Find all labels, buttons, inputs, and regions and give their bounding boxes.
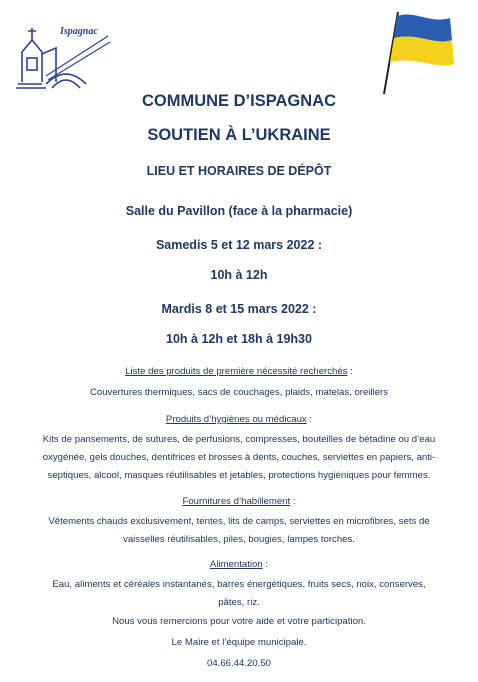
food-line-2: pâtes, riz.	[218, 597, 260, 608]
hygiene-line-2: oxygénée, gels douches, dentifrices et brosses à dents, couches, serviettes en papiers, anti-	[42, 452, 436, 463]
clothing-line-2: vaisselles réutilisables, piles, bougies, lampes torches.	[123, 534, 355, 545]
colon: :	[290, 496, 296, 507]
food-heading-row	[0, 559, 478, 570]
tuesdays-dates: Mardis 8 et 15 mars 2022 :	[161, 302, 317, 316]
page-title: COMMUNE D’ISPAGNAC	[141, 92, 337, 110]
food-heading: Alimentation	[209, 559, 263, 570]
signature-text: Le Maire et l’équipe municipale.	[171, 637, 307, 648]
ukraine-flag	[370, 8, 460, 98]
hygiene-line-3: septiques, alcool, masques réutilisables et jetables, protections hygiéniques pour femmes.	[47, 470, 431, 481]
clothing-items	[8, 513, 470, 549]
colon: :	[306, 414, 313, 425]
location-text: Salle du Pavillon (face à la pharmacie)	[125, 204, 353, 218]
colon: :	[347, 366, 353, 377]
thanks-text: Nous vous remercions pour votre aide et votre participation.	[112, 616, 366, 627]
hygiene-line-1: Kits de pansements, de sutures, de perfusions, compresses, bouteilles de bétadine ou d’eau	[42, 434, 436, 445]
hygiene-heading: Produits d’hygiènes ou médicaux	[165, 414, 307, 425]
first-necessity-items: Couvertures thermiques, sacs de couchages, plaids, matelas, oreillers	[89, 387, 389, 398]
logo-text: Ispagnac	[60, 26, 98, 37]
clothing-heading: Fournitures d’habillement	[182, 496, 291, 507]
saturdays-time: 10h à 12h	[210, 268, 268, 282]
phone-number: 04.66.44.20.50	[206, 658, 272, 669]
ispagnac-logo	[12, 14, 112, 92]
section-title: LIEU ET HORAIRES DE DÉPÔT	[146, 164, 332, 178]
ukraine-flag-icon	[370, 8, 460, 98]
saturdays-dates: Samedis 5 et 12 mars 2022 :	[155, 238, 323, 252]
first-necessity-heading: Liste des produits de première nécessité recherchés	[125, 366, 348, 377]
hygiene-items	[8, 431, 470, 485]
hygiene-heading-row	[0, 414, 478, 425]
food-items	[8, 576, 470, 612]
first-necessity-heading-row	[0, 366, 478, 377]
clothing-line-1: Vêtements chauds exclusivement, tentes, lits de camps, serviettes en microfibres, sets de	[48, 516, 430, 527]
colon: :	[262, 559, 269, 570]
clothing-heading-row	[0, 496, 478, 507]
page-subtitle: SOUTIEN À L’UKRAINE	[147, 126, 331, 144]
food-line-1: Eau, aliments et céréales instantanés, barres énergétiques, fruits secs, noix, conserves,	[52, 579, 426, 590]
tuesdays-time: 10h à 12h et 18h à 19h30	[166, 332, 312, 346]
